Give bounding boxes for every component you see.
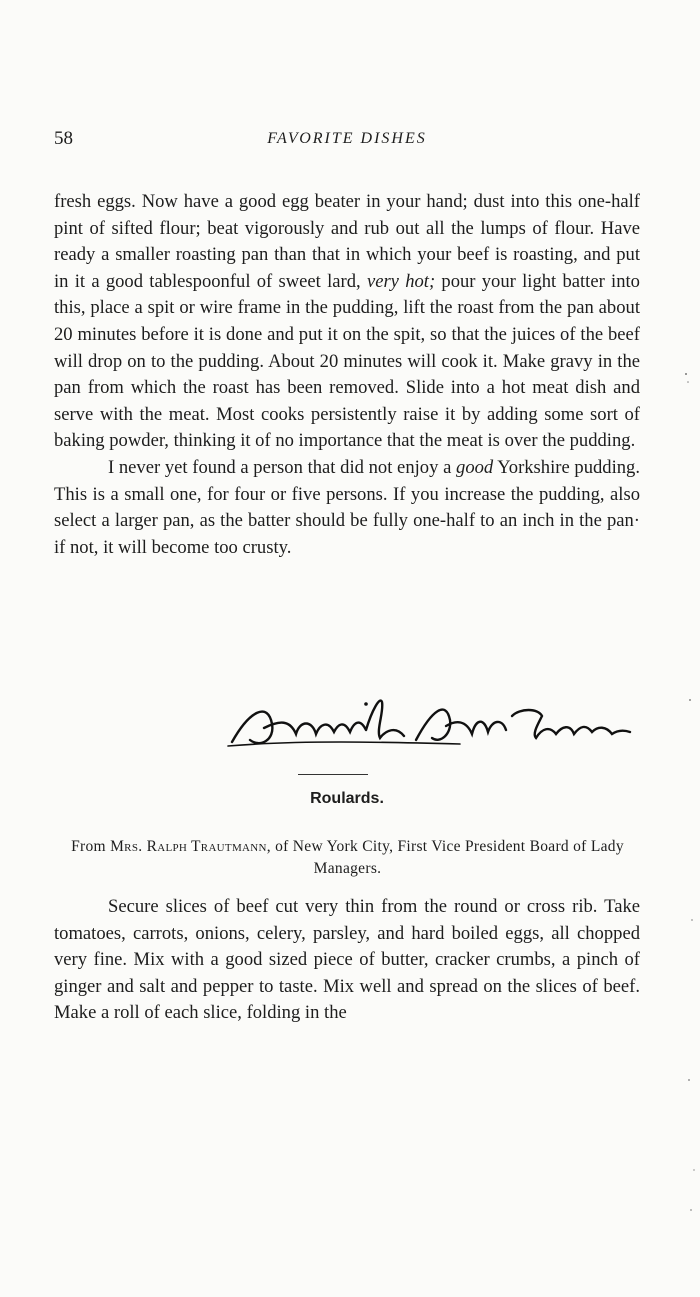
paragraph-text: I never yet found a person that did not enjoy a bbox=[108, 456, 457, 478]
emphasis-text: very hot; bbox=[366, 270, 436, 292]
emphasis-text: good bbox=[456, 456, 494, 478]
attribution-details: , of New York City, First Vice President Board of Lady Managers. bbox=[266, 838, 624, 877]
contributor-name: Mrs. Ralph Trautmann bbox=[110, 838, 267, 855]
paragraph-text: Yorkshire pudding. This is a small one, for four or five persons. If you increase the pudding, also select a larger pan, as the batter should be fully one-half to an inch in the pan· if not, it will become too crusty. bbox=[54, 456, 640, 558]
paragraph-text: pour your light batter into this, place a spit or wire frame in the pudding, lift the roast from the pan about 20 minutes before it is done and put it on the spit, so that the juices of the beef will drop on to the pudding. About 20 minutes will cook it. Make gravy in the pan from which the roast has been removed. Slide into a hot meat dish and serve with the meat. Most cooks persistently raise it by adding some sort of baking powder, thinking it of no importance that the meat is over the pudding. bbox=[54, 270, 640, 452]
paragraph-batter bbox=[54, 189, 640, 455]
recipe-title: Roulards. bbox=[310, 790, 384, 807]
paragraph-roulards: Secure slices of beef cut very thin from the round or cross rib. Take tomatoes, carrots, onions, celery, parsley, and hard boiled eggs, all chopped very fine. Mix with a good sized piece of butter, cracker crumbs, a pinch of ginger and salt and pepper to taste. Mix well and spread on the slices of beef. Make a roll of each slice, folding in the bbox=[54, 896, 640, 1024]
attribution-prefix: From bbox=[71, 838, 111, 855]
page-number: 58 bbox=[54, 128, 73, 149]
running-head: FAVORITE DISHES bbox=[267, 130, 427, 147]
paragraph-enjoy bbox=[54, 455, 640, 561]
handwritten-signature bbox=[220, 690, 640, 760]
page-edge-specks bbox=[680, 360, 700, 1260]
paragraph-text: fresh eggs. Now have a good egg beater in your hand; dust into this one-half pint of sifted flour; beat vigorously and rub out all the lumps of flour. Have ready a smaller roasting pan than that in which your beef is roasting, and put in it a good tablespoonful of sweet lard, bbox=[54, 191, 640, 292]
yorkshire-pudding-text bbox=[54, 189, 640, 561]
roulards-text bbox=[54, 894, 640, 1027]
section-divider bbox=[298, 774, 368, 775]
recipe-attribution bbox=[40, 836, 655, 880]
page-header bbox=[54, 128, 640, 154]
